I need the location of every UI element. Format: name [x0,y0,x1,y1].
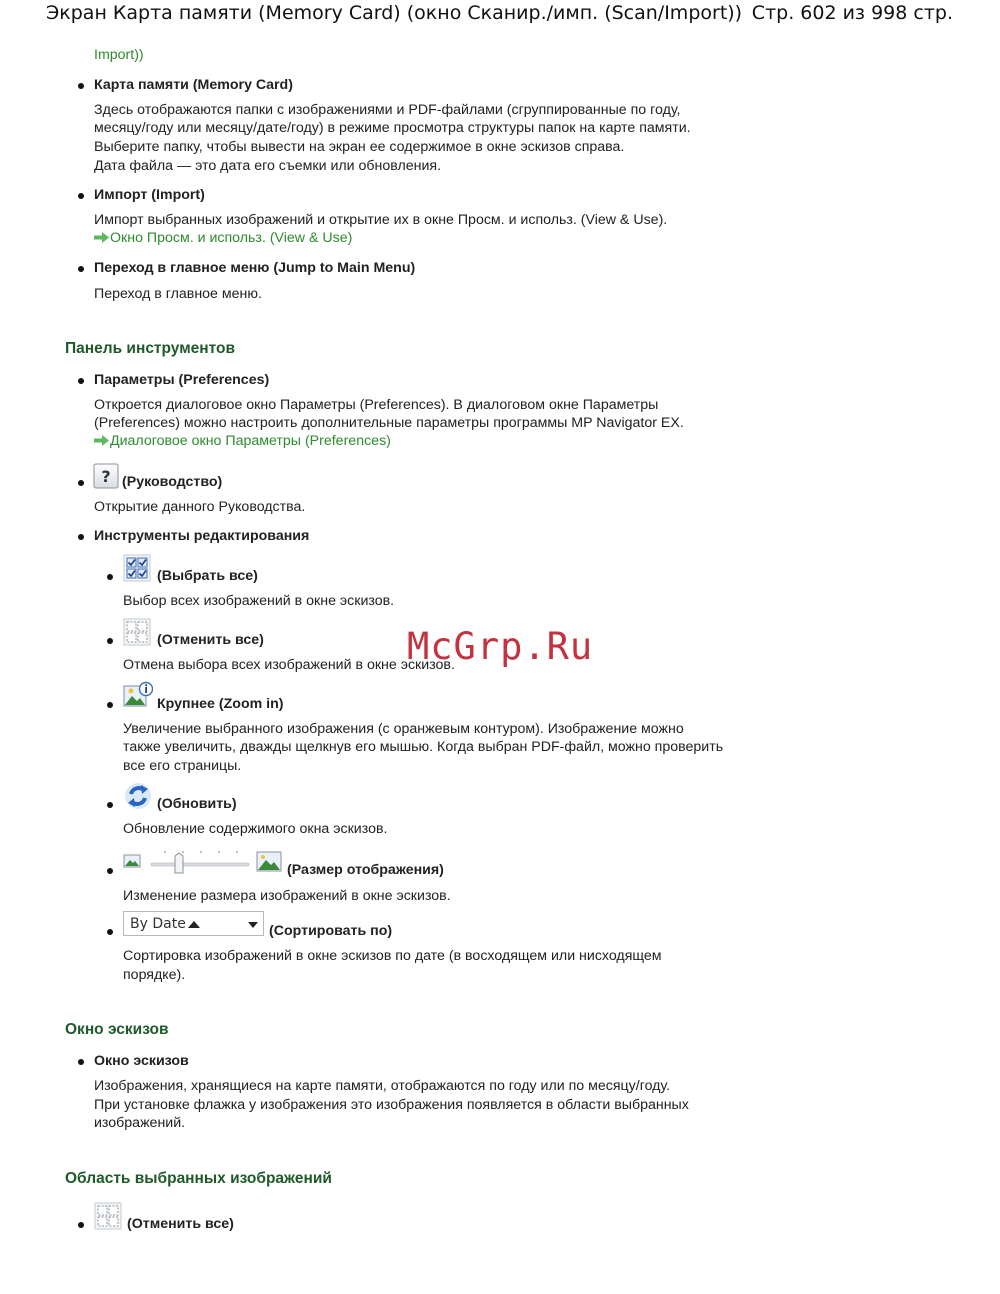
bullet [78,480,84,486]
bullet [107,868,113,874]
jump-title: Переход в главное меню (Jump to Main Menu) [94,260,416,276]
display-size-slider [123,848,283,876]
page-title: Экран Карта памяти (Memory Card) (окно Сканир./имп. (Scan/Import)) [46,2,743,24]
preferences-line-2: (Preferences) можно настроить дополнительные параметры программы MP Navigator EX. [94,415,684,431]
zoom-in-line-2: также увеличить, дважды щелкнув его мышью. Когда выбран PDF-файл, можно проверить [123,739,724,755]
sort-by-dropdown [123,911,264,936]
preferences-line-1: Откроется диалоговое окно Параметры (Preferences). В диалоговом окне Параметры [94,397,659,413]
sort-by-line-2: порядке). [123,967,186,983]
memory-card-line-3: Выберите папку, чтобы вывести на экран ее содержимое в окне эскизов справа. [94,139,625,155]
zoom-in-line-3: все его страницы. [123,758,242,774]
refresh-title: (Обновить) [157,796,237,812]
thumbnail-line-2: При установке флажка у изображения это изображения появляется в области выбранных [94,1097,689,1113]
cancel-all-icon [94,1202,122,1230]
bullet [78,193,84,199]
bullet [78,1222,84,1228]
import-description: Импорт выбранных изображений и открытие их в окне Просм. и использ. (View & Use). [94,212,668,228]
bullet [78,378,84,384]
view-use-link-text: Окно Просм. и использ. (View & Use) [110,230,353,246]
arrow-right-icon [94,435,109,446]
preferences-title: Параметры (Preferences) [94,372,270,388]
refresh-icon [123,781,153,811]
display-size-description: Изменение размера изображений в окне эскизов. [123,888,451,904]
bullet [78,1059,84,1065]
memory-card-line-2: месяцу/году или месяцу/дате/году) в режиме просмотра структуры папок на карте памяти. [94,120,691,136]
preferences-dialog-link[interactable] [94,432,391,451]
refresh-description: Обновление содержимого окна эскизов. [123,821,388,837]
view-use-link[interactable] [94,229,352,248]
zoom-in-line-1: Увеличение выбранного изображения (с оранжевым контуром). Изображение можно [123,721,684,737]
thumbnail-line-3: изображений. [94,1115,186,1131]
jump-description: Переход в главное меню. [94,286,262,302]
sort-by-line-1: Сортировка изображений в окне эскизов по дате (в восходящем или нисходящем [123,948,662,964]
guide-title: (Руководство) [122,474,223,490]
memory-card-line-4: Дата файла — это дата его съемки или обновления. [94,158,442,174]
svg-text:?: ? [101,467,111,486]
selected-area-heading: Область выбранных изображений [65,1170,332,1187]
select-all-title: (Выбрать все) [157,568,258,584]
page-number: Стр. 602 из 998 стр. [751,2,953,24]
memory-card-title: Карта памяти (Memory Card) [94,77,293,93]
bullet [78,266,84,272]
guide-description: Открытие данного Руководства. [94,499,306,515]
page-header [0,0,1000,30]
previous-link-fragment[interactable]: Import)) [94,47,144,63]
select-all-icon [123,554,151,582]
sort-by-value: By Date [130,916,186,932]
bullet [107,702,113,708]
arrow-right-icon [94,232,109,243]
bullet [107,638,113,644]
zoom-in-icon [123,681,153,709]
selected-cancel-all-title: (Отменить все) [127,1216,234,1232]
bullet [107,802,113,808]
select-all-description: Выбор всех изображений в окне эскизов. [123,593,395,609]
sort-by-title: (Сортировать по) [269,923,393,939]
import-title: Импорт (Import) [94,187,205,203]
bullet [107,574,113,580]
toolbar-heading: Панель инструментов [65,340,236,357]
chevron-down-icon [248,922,258,928]
memory-card-line-1: Здесь отображаются папки с изображениями и PDF-файлами (сгруппированные по году, [94,102,681,118]
watermark: McGrp.Ru [407,625,594,668]
cancel-all-title: (Отменить все) [157,632,264,648]
zoom-in-title: Крупнее (Zoom in) [157,696,284,712]
thumbnail-title: Окно эскизов [94,1053,189,1069]
help-icon [93,463,119,489]
bullet [78,534,84,540]
thumbnail-heading: Окно эскизов [65,1021,169,1038]
thumbnail-line-1: Изображения, хранящиеся на карте памяти, отображаются по году или по месяцу/году. [94,1078,671,1094]
display-size-title: (Размер отображения) [287,862,444,878]
cancel-all-description: Отмена выбора всех изображений в окне эскизов. [123,657,455,673]
bullet [107,929,113,935]
preferences-dialog-link-text: Диалоговое окно Параметры (Preferences) [110,433,391,449]
cancel-all-icon [123,618,151,646]
edit-tools-title: Инструменты редактирования [94,528,310,544]
bullet [78,83,84,89]
ascending-arrow-icon [188,921,200,928]
